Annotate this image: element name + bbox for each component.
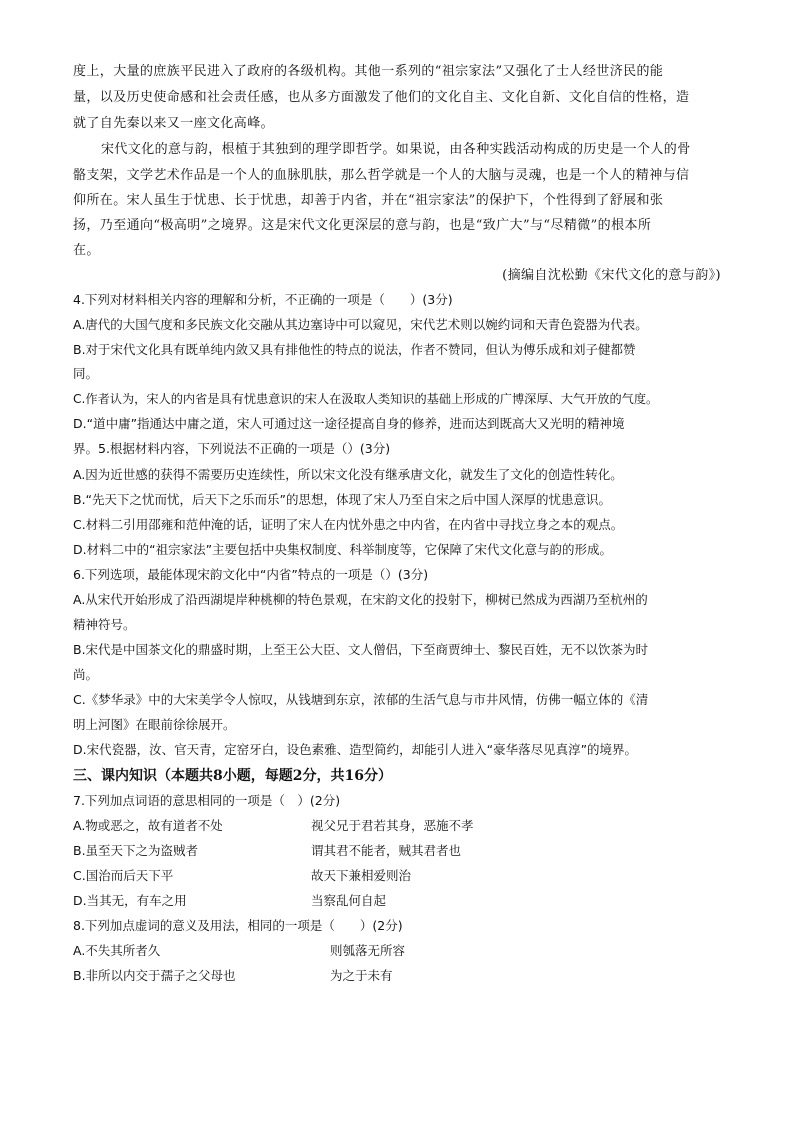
question-7-b-left: B.虽至天下之为盗贼者 — [73, 843, 199, 858]
question-7-d-right: 当察乱何自起 — [311, 893, 387, 908]
question-5-option-c: C.材料二引用邵雍和范仲淹的话，证明了宋人在内忧外患之中内省，在内省中寻找立身之本的观点。 — [73, 517, 624, 532]
passage-line: 在。 — [73, 243, 100, 258]
question-8-a-left: A.不失其所者久 — [73, 943, 161, 958]
passage-line: 宋代文化的意与韵，根植于其独到的理学即哲学。如果说，由各种实践活动构成的历史是一个人的骨 — [101, 142, 691, 157]
passage-line: 仰所在。宋人虽生于忧患、长于忧患，却善于内省，并在“祖宗家法”的保护下，个性得到了舒展和张 — [73, 193, 664, 208]
question-5-option-a: A.因为近世感的获得不需要历史连续性，所以宋文化没有继承唐文化，就发生了文化的创造性转化。 — [73, 467, 623, 482]
question-8-stem: 8.下列加点虚词的意义及用法，相同的一项是（ ）(2分) — [73, 918, 403, 933]
question-8-a-right: 则瓠落无所容 — [330, 943, 406, 958]
question-6-option-b: B.宋代是中国茶文化的鼎盛时期，上至王公大臣、文人僧侣，下至商贾绅士、黎民百姓，无不以饮茶为时 — [73, 642, 649, 657]
passage-line: 量，以及历史使命感和社会责任感，也从多方面激发了他们的文化自主、文化自新、文化自信的性格，造 — [73, 90, 690, 105]
question-8-b-right: 为之于未有 — [330, 968, 393, 983]
question-4-option-c: C.作者认为，宋人的内省是具有忧患意识的宋人在汲取人类知识的基础上形成的广博深厚、大气开放的气度。 — [73, 392, 659, 406]
passage-line: 度上，大量的庶族平民进入了政府的各级机构。其他一系列的“祖宗家法”又强化了士人经世济民的能 — [73, 64, 664, 79]
question-7-stem: 7.下列加点词语的意思相同的一项是（ ）(2分) — [73, 793, 341, 808]
question-7-a-right: 视父兄于君若其身，恶施不孝 — [311, 818, 474, 833]
passage-line: 扬，乃至通向“极高明”之境界。这是宋代文化更深层的意与韵，也是“致广大”与“尽精微”的根本所 — [73, 218, 652, 233]
question-6-option-c-cont: 明上河图》在眼前徐徐展开。 — [73, 717, 236, 732]
question-7-a-left: A.物或恶之，故有道者不处 — [73, 818, 223, 833]
section-3-heading: 三、课内知识（本题共8小题，每题2分，共16分） — [73, 768, 392, 784]
question-5-stem: 界。5.根据材料内容，下列说法不正确的一项是（）(3分) — [73, 441, 391, 456]
question-6-option-b-cont: 尚。 — [73, 667, 99, 682]
question-7-c-left: C.国治而后天下平 — [73, 868, 174, 883]
passage-source: (摘编自沈松勤《宋代文化的意与韵》) — [502, 268, 721, 283]
question-6-option-c: C.《梦华录》中的大宋美学令人惊叹，从钱塘到东京，浓郁的生活气息与市井风情，仿佛一幅立体的《清 — [73, 692, 649, 707]
question-4-stem: 4.下列对材料相关内容的理解和分析，不正确的一项是（ ）(3分) — [73, 292, 453, 307]
question-6-option-a: A.从宋代开始形成了沿西湖堤岸种桃柳的特色景观，在宋韵文化的投射下，柳树已然成为西湖乃至杭州的 — [73, 592, 648, 607]
passage-line: 骼支架，文学艺术作品是一个人的血脉肌肤，那么哲学就是一个人的大脑与灵魂，也是一个人的精神与信 — [73, 168, 690, 183]
question-7-d-left: D.当其无，有车之用 — [73, 893, 187, 908]
question-7-c-right: 故天下兼相爱则治 — [311, 868, 412, 883]
question-6-option-d: D.宋代瓷器，汝、官天青，定窑牙白，设色素雅、造型简约，却能引人进入“豪华落尽见真淳”的境界。 — [73, 742, 638, 757]
question-5-option-b: B.“先天下之忧而忧，后天下之乐而乐”的思想，体现了宋人乃至自宋之后中国人深厚的忧患意识。 — [73, 492, 612, 507]
question-7-b-right: 谓其君不能者，贼其君者也 — [311, 843, 462, 858]
passage-line: 就了自先秦以来又一座文化高峰。 — [73, 116, 275, 131]
question-6-option-a-cont: 精神符号。 — [73, 617, 136, 632]
question-8-b-left: B.非所以内交于孺子之父母也 — [73, 968, 236, 983]
question-4-option-b: B.对于宋代文化具有既单纯内敛又具有排他性的特点的说法，作者不赞同，但认为傅乐成和刘子健都赞 — [73, 342, 636, 357]
question-5-option-d: D.材料二中的“祖宗家法”主要包括中央集权制度、科举制度等，它保障了宋代文化意与韵的形成。 — [73, 542, 613, 557]
question-4-option-d: D.“道中庸”指通达中庸之道，宋人可通过这一途径提高自身的修养，进而达到既高大又光明的精神境 — [73, 416, 625, 431]
question-4-option-a: A.唐代的大国气度和多民族文化交融从其边塞诗中可以窥见，宋代艺术则以婉约词和天青色瓷器为代表。 — [73, 317, 648, 332]
question-6-stem: 6.下列选项，最能体现宋韵文化中“内省”特点的一项是（）(3分) — [73, 567, 429, 582]
question-4-option-b-cont: 同。 — [73, 366, 99, 381]
